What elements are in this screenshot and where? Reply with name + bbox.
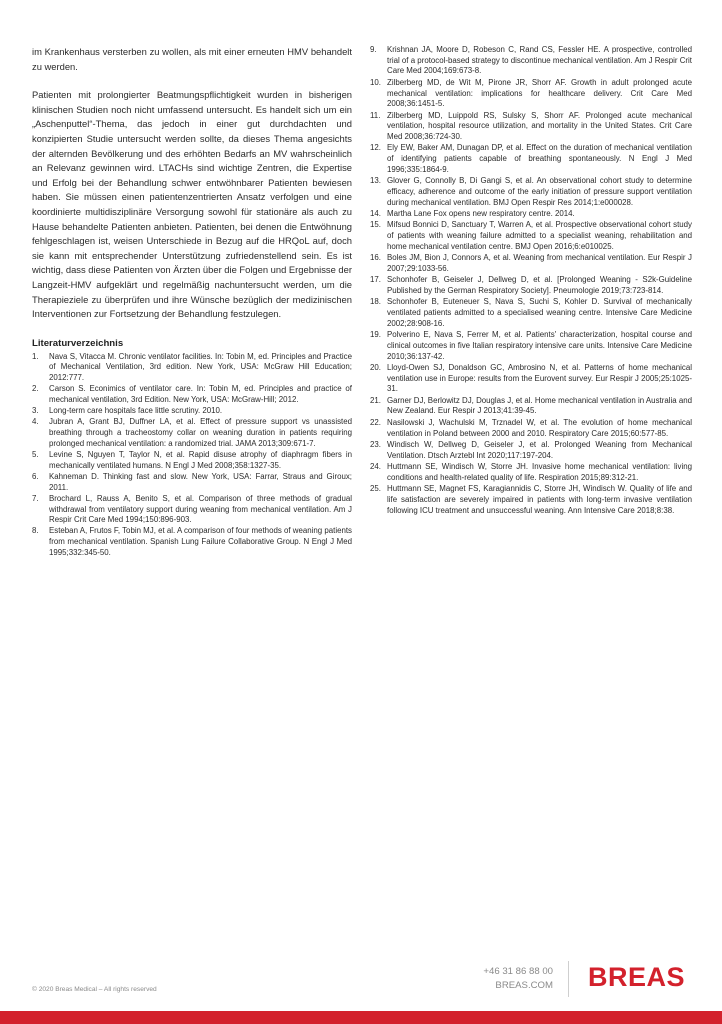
reference-number: 18.	[370, 297, 381, 307]
reference-item	[370, 176, 692, 208]
reference-number: 21.	[370, 395, 381, 405]
reference-text: Krishnan JA, Moore D, Robeson C, Rand CS, Fessler HE. A prospective, controlled trial of a protocol-based strategy to discontinue mechanical ventilation. Am J Respir Crit Care Med 2004;169:673-8.	[387, 45, 692, 76]
reference-number: 7.	[32, 493, 39, 503]
reference-item	[32, 472, 352, 493]
reference-item	[370, 275, 692, 296]
reference-text: Zilberberg MD, de Wit M, Pirone JR, Shorr AF. Growth in adult prolonged acute mechanical ventilation: implications for healthcare delivery. Crit Care Med 2008;36:1451-5.	[387, 77, 692, 109]
reference-item	[32, 384, 352, 405]
footer-contact	[483, 965, 553, 993]
reference-number: 17.	[370, 275, 381, 285]
reference-item	[370, 143, 692, 175]
left-column	[32, 45, 352, 559]
reference-item	[370, 253, 692, 274]
reference-number: 20.	[370, 362, 381, 372]
reference-number: 22.	[370, 417, 381, 427]
reference-text: Windisch W, Dellweg D, Geiseler J, et al. Prolonged Weaning from Mechanical Ventilation. Dtsch Arztebl Int 2020;117:197-204.	[387, 439, 692, 460]
reference-item	[32, 494, 352, 526]
reference-item	[370, 418, 692, 439]
website-link[interactable]: BREAS.COM	[495, 980, 553, 991]
reference-text: Schonhofer B, Geiseler J, Dellweg D, et al. [Prolonged Weaning - S2k-Guideline Published by the German Respiratory Society]. Pneumologie 2019;73:723-814.	[387, 275, 692, 295]
reference-number: 19.	[370, 330, 381, 340]
reference-item	[32, 526, 352, 558]
reference-text: Huttmann SE, Windisch W, Storre JH. Invasive home mechanical ventilation: living conditions and health-related quality of life. Respiration 2015;89:312-21.	[387, 462, 692, 482]
reference-list	[32, 352, 352, 559]
reference-item	[370, 396, 692, 417]
reference-number: 2.	[32, 384, 39, 394]
reference-item	[370, 440, 692, 461]
reference-item	[370, 484, 692, 516]
reference-text: Kahneman D. Thinking fast and slow. New York, USA: Farrar, Straus and Giroux; 2011.	[49, 471, 352, 492]
reference-number: 6.	[32, 471, 39, 481]
reference-item	[32, 417, 352, 449]
breas-logo: BREAS	[588, 962, 686, 992]
reference-item	[370, 220, 692, 252]
reference-text: Mifsud Bonnici D, Sanctuary T, Warren A, et al. Prospective observational cohort study of patients with weaning failure admitted to a specialist weaning, rehabilitation and home mechanical ventilation centre. BMJ Open 2016;6:e010025.	[387, 220, 692, 251]
reference-text: Levine S, Nguyen T, Taylor N, et al. Rapid disuse atrophy of diaphragm fibers in mechanically ventilated humans. N Engl J Med 2008;358:1327-35.	[49, 450, 352, 470]
reference-text: Glover G, Connolly B, Di Gangi S, et al. An observational cohort study to determine efficacy, adherence and outcome of the early initiation of pressure support ventilation during mechanical ventilation. BMJ Open Respir Res 2014;1:e000028.	[387, 176, 692, 207]
phone-number[interactable]: +46 31 86 88 00	[483, 966, 553, 977]
reference-number: 5.	[32, 450, 39, 460]
reference-text: Huttmann SE, Magnet FS, Karagiannidis C, Storre JH, Windisch W. Quality of life and life satisfaction are severely impaired in patients with long-term invasive ventilation following ICU treatment and unsuccessful weaning. Ann Intensive Care 2018;8:38.	[387, 484, 692, 515]
reference-text: Jubran A, Grant BJ, Duffner LA, et al. Effect of pressure support vs unassisted breathing through a tracheostomy collar on weaning duration in patients requiring prolonged mechanical ventilation: a randomized trial. JAMA 2013;309:671-7.	[49, 417, 352, 448]
reference-item	[370, 462, 692, 483]
bottom-brand-bar	[0, 1011, 722, 1024]
reference-item	[32, 450, 352, 471]
reference-number: 8.	[32, 526, 39, 536]
reference-text: Boles JM, Bion J, Connors A, et al. Weaning from mechanical ventilation. Eur Respir J 2007;29:1033-56.	[387, 253, 692, 273]
reference-list	[370, 45, 692, 516]
reference-text: Lloyd-Owen SJ, Donaldson GC, Ambrosino N, et al. Patterns of home mechanical ventilation use in Europe: results from the Eurovent survey. Eur Respir J 2005;25:1025-31.	[387, 362, 692, 394]
reference-item	[370, 78, 692, 110]
copyright-notice: © 2020 Breas Medical – All rights reserved	[32, 986, 157, 993]
reference-item	[370, 363, 692, 395]
reference-text: Garner DJ, Berlowitz DJ, Douglas J, et al. Home mechanical ventilation in Australia and New Zealand. Eur Respir J 2013;41:39-45.	[387, 395, 692, 416]
reference-number: 13.	[370, 176, 381, 186]
reference-number: 15.	[370, 220, 381, 230]
reference-text: Carson S. Econimics of ventilator care. In: Tobin M, ed. Principles and practice of mechanical ventilation, 3rd Edition. New York, USA: McGraw-Hill; 2012.	[49, 384, 352, 404]
references-heading: Literaturverzeichnis	[32, 337, 124, 349]
reference-number: 12.	[370, 143, 381, 153]
reference-text: Polverino E, Nava S, Ferrer M, et al. Patients' characterization, hospital course and clinical outcomes in five Italian respiratory intensive care units. Intensive Care Medicine 2010;36:137-42.	[387, 330, 692, 361]
reference-text: Esteban A, Frutos F, Tobin MJ, et al. A comparison of four methods of weaning patients from mechanical ventilation. Spanish Lung Failure Collaborative Group. N Engl J Med 1995;332:345-50.	[49, 526, 352, 557]
reference-number: 24.	[370, 462, 381, 472]
reference-text: Nava S, Vitacca M. Chronic ventilator facilities. In: Tobin M, ed. Principles and Practice of Mechanical Ventilation, 3rd edition. New York, USA: McGraw Hill Education; 2012:777.	[49, 351, 352, 383]
reference-text: Brochard L, Rauss A, Benito S, et al. Comparison of three methods of gradual withdrawal from ventilatory support during weaning from mechanical ventilation. Am J Respir Crit Care Med 1994;150:896-903.	[49, 493, 352, 525]
reference-text: Ely EW, Baker AM, Dunagan DP, et al. Effect on the duration of mechanical ventilation of identifying patients capable of breathing spontaneously. N Engl J Med 1996;335:1864-9.	[387, 143, 692, 174]
reference-item	[32, 406, 352, 417]
reference-item	[32, 352, 352, 384]
reference-item	[370, 330, 692, 362]
reference-number: 23.	[370, 439, 381, 449]
reference-item	[370, 45, 692, 77]
reference-text: Schonhofer B, Euteneuer S, Nava S, Suchi S, Kohler D. Survival of mechanically ventilated patients admitted to a specialised weaning centre. Intensive Care Medicine 2002;28:908-16.	[387, 297, 692, 328]
reference-text: Long-term care hospitals face little scrutiny. 2010.	[49, 406, 223, 416]
reference-item	[370, 111, 692, 143]
reference-number: 25.	[370, 484, 381, 494]
reference-number: 10.	[370, 77, 381, 87]
body-paragraph: im Krankenhaus versterben zu wollen, als mit einer erneuten HMV behandelt zu werden.	[32, 46, 352, 72]
reference-number: 3.	[32, 406, 39, 416]
right-column	[370, 45, 692, 517]
reference-text: Nasilowski J, Wachulski M, Trznadel W, et al. The evolution of home mechanical ventilation in Poland between 2000 and 2010. Respiratory Care 2015;60:577-85.	[387, 417, 692, 438]
reference-text: Martha Lane Fox opens new respiratory centre. 2014.	[387, 208, 575, 218]
reference-number: 1.	[32, 351, 39, 361]
reference-number: 11.	[370, 110, 381, 120]
reference-text: Zilberberg MD, Luippold RS, Sulsky S, Shorr AF. Prolonged acute mechanical ventilation, hospital resource utilization, and mortality in the United States. Crit Care Med 2008;36:724-30.	[387, 110, 692, 141]
reference-item	[370, 209, 692, 220]
reference-number: 14.	[370, 208, 381, 218]
reference-number: 4.	[32, 417, 39, 427]
reference-number: 9.	[370, 45, 377, 54]
reference-number: 16.	[370, 253, 381, 263]
footer-divider	[568, 961, 569, 997]
body-paragraph: Patienten mit prolongierter Beatmungspflichtigkeit wurden in bisherigen klinischen Studien noch nicht umfassend untersucht. Es handelt sich um ein „Aschenputtel“-Thema, das jedoch in einer gut durchdachten und konzipierten Studie untersucht werden sollte, da dieses Thema angesichts der alternden Bevölkerung und des erhöhten Bedarfs an MV wahrscheinlich an Relevanz gewinnen wird. LTACHs sind wichtige Zentren, die Expertise und Erfolg bei der Behandlung schwer entwöhnbarer Patienten bewiesen haben. Sie müssen einen patientenzentrierten Ansatz verfolgen und eine koordinierte multidisziplinäre Versorgung sowohl für stationäre als auch zu Hause behandelte Patienten anbieten. Patienten, bei denen die Entwöhnung fehlgeschlagen ist, weisen Unterschiede in Bezug auf die HRQoL auf, doch sie kann mit entsprechender Unterstützung zufriedenstellend sein. Es ist wichtig, dass diese Patienten von Ärzten über die Folgen und Ergebnisse der Langzeit-HMV aufgeklärt und regelmäßig nachuntersucht werden, um die Therapieziele zu überprüfen und ihre Wünsche bezüglich der medizinischen Interventionen zur Fortsetzung der Behandlung festzulegen.	[32, 89, 352, 320]
reference-item	[370, 297, 692, 329]
